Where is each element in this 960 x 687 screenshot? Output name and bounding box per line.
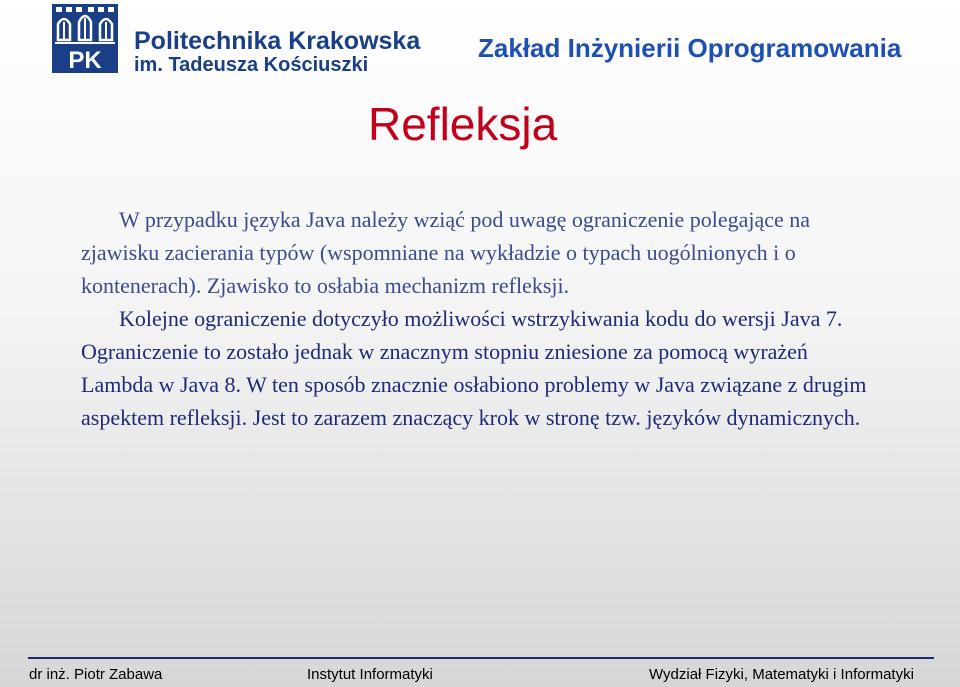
svg-text:PK: PK bbox=[68, 47, 102, 73]
paragraph-type-erasure: W przypadku języka Java należy wziąć pod uwagę ograniczenie polegające na zjawisku zacierania typów (wspomniane na wykładzie o typach uogólnionych i o kontenerach). Zjawisko to osłabia mechanizm refleksji. bbox=[81, 207, 811, 298]
university-name: Politechnika Krakowska bbox=[134, 27, 421, 55]
slide-title: Refleksja bbox=[368, 98, 558, 150]
department-name: Zakład Inżynierii Oprogramowania bbox=[478, 33, 902, 63]
university-subtitle: im. Tadeusza Kościuszki bbox=[134, 54, 369, 76]
paragraph-code-injection: Kolejne ograniczenie dotyczyło możliwości wstrzykiwania kodu do wersji Java 7. Ograniczenie to zostało jednak w znacznym stopniu zniesione za pomocą wyrażeń Lambda w Java 8. W ten sposób znacznie osłabiono problemy w Java związane z drugim aspektem refleksji. Jest to zarazem znaczący krok w stronę tzw. języków dynamicznych. bbox=[81, 306, 867, 430]
footer-faculty: Wydział Fizyki, Matematyki i Informatyki bbox=[649, 666, 914, 683]
slide-body bbox=[81, 203, 881, 434]
footer-institute: Instytut Informatyki bbox=[307, 666, 433, 683]
university-logo bbox=[52, 4, 118, 73]
footer-divider bbox=[28, 657, 934, 659]
footer-author: dr inż. Piotr Zabawa bbox=[29, 666, 163, 683]
